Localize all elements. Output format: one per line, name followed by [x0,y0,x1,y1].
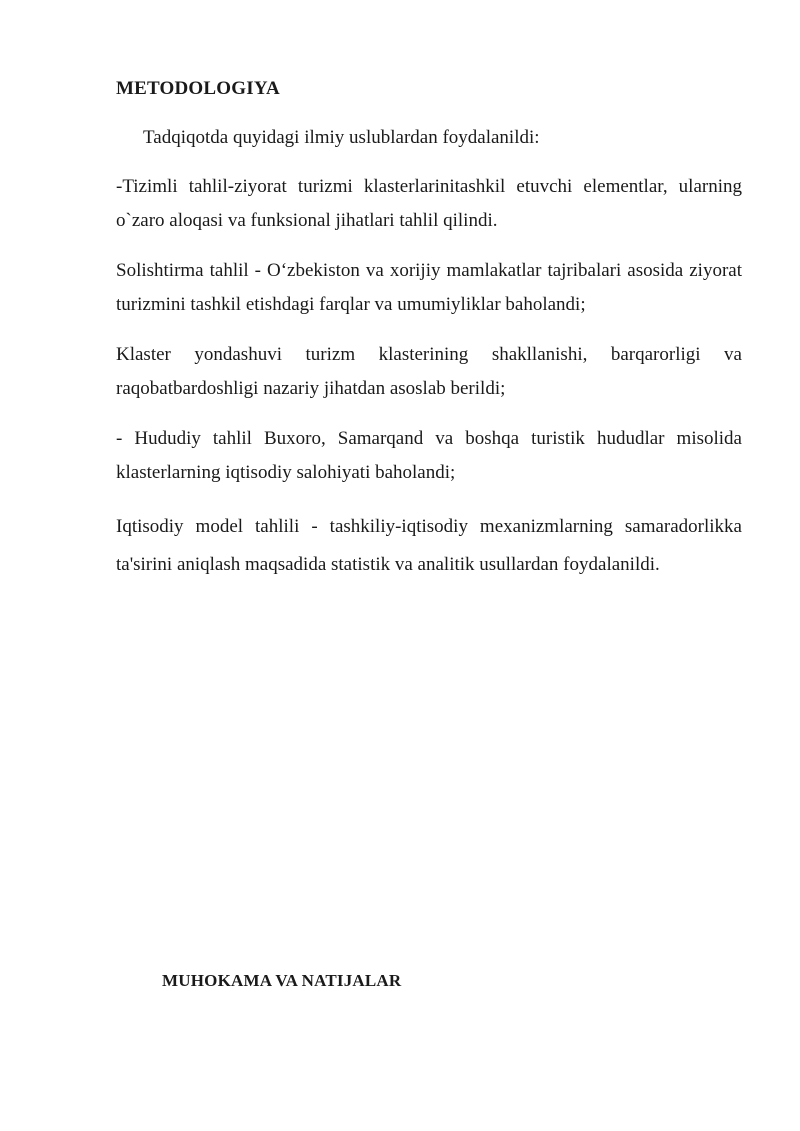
section-title-results: MUHOKAMA VA NATIJALAR [162,971,402,990]
paragraph-economic-model: Iqtisodiy model tahlili - tashkiliy-iqtisodiy mexanizmlarning samaradorlikka ta'sirini aniqlash maqsadida statistik va analitik usullardan foydalanildi. [116,516,742,575]
intro-paragraph: Tadqiqotda quyidagi ilmiy uslublardan foydalanildi: [143,127,540,148]
paragraph-regional-analysis: - Hududiy tahlil Buxoro, Samarqand va boshqa turistik hududlar misolida klasterlarning iqtisodiy salohiyati baholandi; [116,428,742,483]
paragraph-systematic-analysis: -Tizimli tahlil-ziyorat turizmi klasterlarinitashkil etuvchi elementlar, ularning o`zaro aloqasi va funksional jihatlari tahlil qilindi. [116,176,742,231]
paragraph-comparative-analysis: Solishtirma tahlil - O‘zbekiston va xorijiy mamlakatlar tajribalari asosida ziyorat turizmini tashkil etishdagi farqlar va umumiyliklar baholandi; [116,260,742,315]
paragraph-cluster-approach: Klaster yondashuvi turizm klasterining shakllanishi, barqarorligi va raqobatbardoshligi nazariy jihatdan asoslab berildi; [116,344,742,399]
section-title-methodology: METODOLOGIYA [116,78,280,99]
